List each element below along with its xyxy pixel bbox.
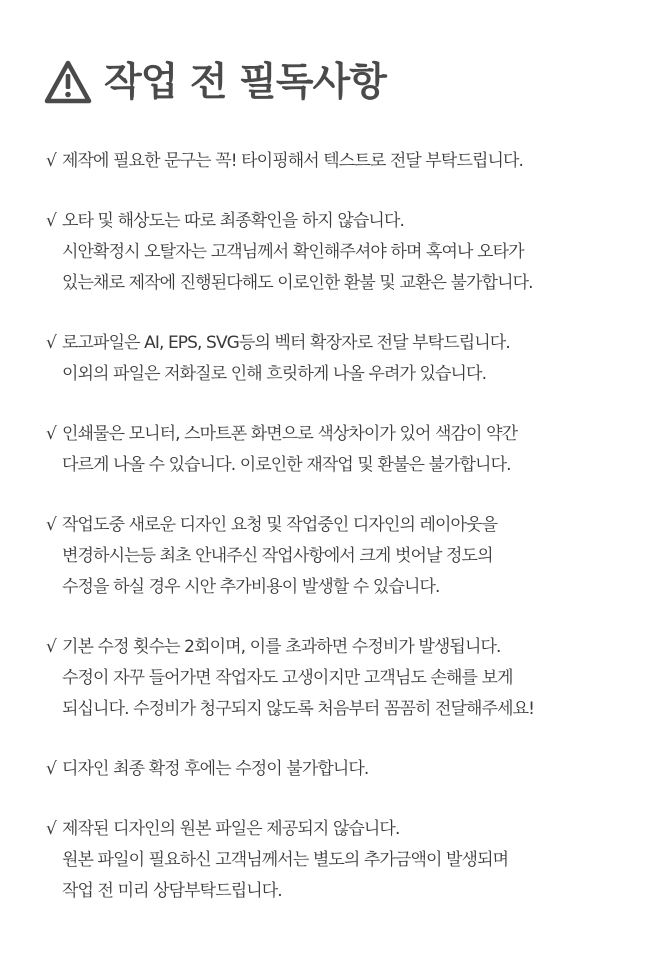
notice-line: 오타 및 해상도는 따로 최종확인을 하지 않습니다.: [62, 211, 404, 231]
notice-item: [46, 510, 626, 603]
notice-line: 다르게 나올 수 있습니다. 이로인한 재작업 및 환불은 불가합니다.: [62, 455, 511, 475]
notice-line: 변경하시는등 최초 안내주신 작업사항에서 크게 벗어날 정도의: [62, 546, 493, 566]
notice-line: 있는채로 제작에 진행된다해도 이로인한 환불 및 교환은 불가합니다.: [62, 273, 533, 293]
notice-line: 시안확정시 오탈자는 고객님께서 확인해주셔야 하며 혹여나 오타가: [62, 242, 524, 262]
notice-line: 수정이 자꾸 들어가면 작업자도 고생이지만 고객님도 손해를 보게: [62, 668, 513, 688]
notice-line: 로고파일은 AI, EPS, SVG등의 벡터 확장자로 전달 부탁드립니다.: [62, 333, 510, 353]
check-mark-icon: √: [46, 211, 57, 231]
notice-line: 이외의 파일은 저화질로 인해 흐릿하게 나올 우려가 있습니다.: [62, 364, 487, 384]
check-mark-icon: √: [46, 759, 57, 779]
notice-line: 인쇄물은 모니터, 스마트폰 화면으로 색상차이가 있어 색감이 약간: [62, 424, 518, 444]
notice-line: 작업도중 새로운 디자인 요청 및 작업중인 디자인의 레이아웃을: [62, 515, 498, 535]
notice-line: 되십니다. 수정비가 청구되지 않도록 처음부터 꼼꼼히 전달해주세요!: [62, 699, 535, 719]
check-mark-icon: √: [46, 515, 57, 535]
notice-text: [62, 510, 626, 603]
check-mark-icon: √: [46, 637, 57, 657]
page-header: [44, 52, 386, 112]
check-mark-icon: √: [46, 333, 57, 353]
check-mark-icon: √: [46, 819, 57, 839]
notice-item: [46, 328, 626, 390]
notice-text: [62, 419, 626, 481]
notice-item: [46, 632, 626, 725]
notice-item: [46, 419, 626, 481]
notice-line: 원본 파일이 필요하신 고객님께서는 별도의 추가금액이 발생되며: [62, 850, 509, 870]
notice-text: [62, 632, 626, 725]
notice-line: 작업 전 미리 상담부탁드립니다.: [62, 881, 282, 901]
notice-item: [46, 754, 626, 785]
notice-item: [46, 146, 626, 177]
notice-line: 제작에 필요한 문구는 꼭! 타이핑해서 텍스트로 전달 부탁드립니다.: [62, 151, 524, 171]
notice-text: [62, 146, 626, 177]
notice-text: [62, 328, 626, 390]
page-title: 작업 전 필독사항: [104, 59, 386, 105]
notice-item: [46, 814, 626, 907]
notice-text: [62, 206, 626, 299]
notice-line: 제작된 디자인의 원본 파일은 제공되지 않습니다.: [62, 819, 400, 839]
notice-line: 수정을 하실 경우 시안 추가비용이 발생할 수 있습니다.: [62, 577, 440, 597]
check-mark-icon: √: [46, 424, 57, 444]
notice-line: 기본 수정 횟수는 2회이며, 이를 초과하면 수정비가 발생됩니다.: [62, 637, 501, 657]
check-mark-icon: √: [46, 151, 57, 171]
notice-text: [62, 754, 626, 785]
notice-line: 디자인 최종 확정 후에는 수정이 불가합니다.: [62, 759, 369, 779]
notice-item: [46, 206, 626, 299]
notice-text: [62, 814, 626, 907]
warning-triangle-icon: [44, 59, 92, 105]
notice-list: [46, 146, 626, 907]
